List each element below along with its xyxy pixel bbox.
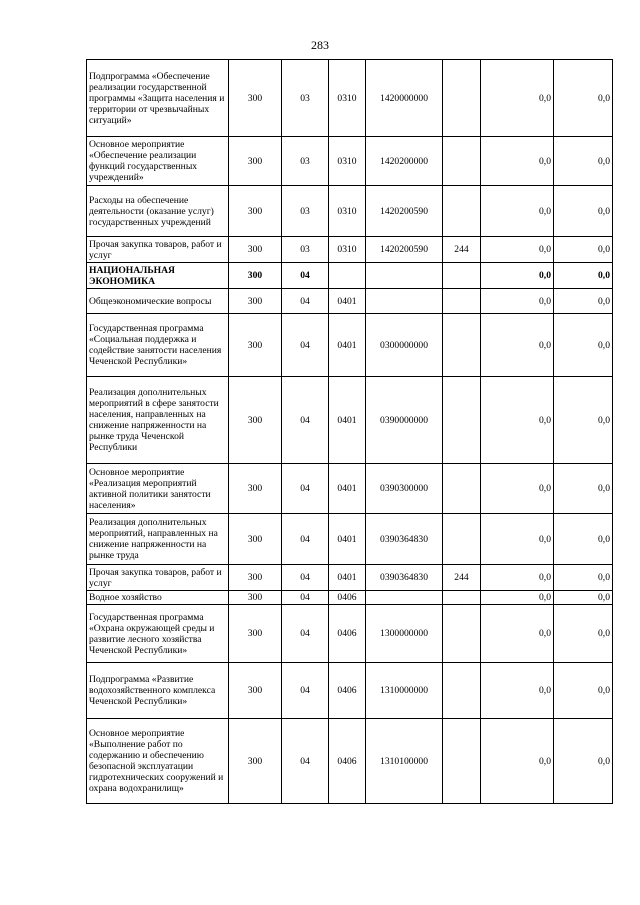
subsection-code: 0401 [329, 514, 366, 565]
ministry-code: 300 [229, 289, 282, 314]
section-code: 04 [282, 605, 329, 663]
subsection-code: 0401 [329, 464, 366, 514]
table-row [87, 663, 613, 719]
ministry-code: 300 [229, 565, 282, 591]
section-code: 04 [282, 514, 329, 565]
row-name: Водное хозяйство [87, 591, 229, 605]
ministry-code: 300 [229, 237, 282, 263]
budget-table-body [87, 60, 613, 804]
amount-1: 0,0 [481, 314, 554, 377]
amount-1: 0,0 [481, 663, 554, 719]
amount-2: 0,0 [554, 591, 613, 605]
subsection-code: 0310 [329, 60, 366, 137]
amount-1: 0,0 [481, 514, 554, 565]
row-name: Общеэкономические вопросы [87, 289, 229, 314]
subsection-code: 0401 [329, 289, 366, 314]
row-name: Государственная программа «Охрана окружающей среды и развитие лесного хозяйства Чеченской Республики» [87, 605, 229, 663]
section-code: 04 [282, 719, 329, 804]
row-name: Основное мероприятие «Обеспечение реализации функций государственных учреждений» [87, 137, 229, 186]
section-code: 04 [282, 565, 329, 591]
ministry-code: 300 [229, 719, 282, 804]
table-row [87, 314, 613, 377]
amount-1: 0,0 [481, 186, 554, 237]
table-row [87, 464, 613, 514]
target-code: 0390300000 [366, 464, 443, 514]
amount-2: 0,0 [554, 186, 613, 237]
target-code: 0390364830 [366, 514, 443, 565]
ministry-code: 300 [229, 137, 282, 186]
expense-type-code [443, 605, 481, 663]
ministry-code: 300 [229, 263, 282, 289]
expense-type-code [443, 186, 481, 237]
target-code: 1300000000 [366, 605, 443, 663]
ministry-code: 300 [229, 605, 282, 663]
section-code: 03 [282, 137, 329, 186]
section-code: 04 [282, 663, 329, 719]
amount-1: 0,0 [481, 591, 554, 605]
table-row [87, 514, 613, 565]
expense-type-code [443, 464, 481, 514]
amount-1: 0,0 [481, 565, 554, 591]
target-code: 1420000000 [366, 60, 443, 137]
ministry-code: 300 [229, 186, 282, 237]
target-code: 0300000000 [366, 314, 443, 377]
table-row [87, 289, 613, 314]
table-row [87, 137, 613, 186]
expense-type-code [443, 591, 481, 605]
table-row [87, 591, 613, 605]
expense-type-code [443, 663, 481, 719]
subsection-code: 0310 [329, 186, 366, 237]
amount-1: 0,0 [481, 605, 554, 663]
subsection-code: 0401 [329, 314, 366, 377]
ministry-code: 300 [229, 314, 282, 377]
expense-type-code: 244 [443, 237, 481, 263]
row-name: Прочая закупка товаров, работ и услуг [87, 565, 229, 591]
amount-2: 0,0 [554, 719, 613, 804]
target-code: 1420200590 [366, 237, 443, 263]
table-row [87, 605, 613, 663]
amount-1: 0,0 [481, 60, 554, 137]
amount-1: 0,0 [481, 377, 554, 464]
amount-2: 0,0 [554, 464, 613, 514]
amount-2: 0,0 [554, 514, 613, 565]
table-row [87, 377, 613, 464]
section-code: 04 [282, 377, 329, 464]
table-row [87, 565, 613, 591]
target-code: 1310100000 [366, 719, 443, 804]
amount-2: 0,0 [554, 289, 613, 314]
expense-type-code [443, 719, 481, 804]
amount-2: 0,0 [554, 263, 613, 289]
expense-type-code [443, 314, 481, 377]
table-row [87, 719, 613, 804]
page-number: 283 [311, 38, 329, 52]
target-code [366, 263, 443, 289]
section-code: 04 [282, 464, 329, 514]
target-code: 1420200000 [366, 137, 443, 186]
table-row [87, 186, 613, 237]
amount-2: 0,0 [554, 314, 613, 377]
row-name: Прочая закупка товаров, работ и услуг [87, 237, 229, 263]
row-name: Подпрограмма «Развитие водохозяйственного комплекса Чеченской Республики» [87, 663, 229, 719]
target-code: 1310000000 [366, 663, 443, 719]
ministry-code: 300 [229, 60, 282, 137]
section-code: 03 [282, 237, 329, 263]
subsection-code: 0406 [329, 605, 366, 663]
amount-2: 0,0 [554, 565, 613, 591]
subsection-code: 0310 [329, 237, 366, 263]
section-code: 04 [282, 314, 329, 377]
section-code: 04 [282, 289, 329, 314]
target-code [366, 289, 443, 314]
expense-type-code [443, 60, 481, 137]
amount-1: 0,0 [481, 719, 554, 804]
target-code: 0390000000 [366, 377, 443, 464]
ministry-code: 300 [229, 464, 282, 514]
expense-type-code: 244 [443, 565, 481, 591]
amount-2: 0,0 [554, 663, 613, 719]
ministry-code: 300 [229, 377, 282, 464]
subsection-code: 0401 [329, 565, 366, 591]
target-code [366, 591, 443, 605]
expense-type-code [443, 137, 481, 186]
expense-type-code [443, 514, 481, 565]
amount-2: 0,0 [554, 605, 613, 663]
row-name: Государственная программа «Социальная поддержка и содействие занятости населения Чеченской Республики» [87, 314, 229, 377]
amount-2: 0,0 [554, 377, 613, 464]
subsection-code: 0406 [329, 591, 366, 605]
expense-type-code [443, 263, 481, 289]
row-name: НАЦИОНАЛЬНАЯ ЭКОНОМИКА [87, 263, 229, 289]
section-code: 03 [282, 60, 329, 137]
table-row [87, 60, 613, 137]
row-name: Подпрограмма «Обеспечение реализации государственной программы «Защита населения и территории от чрезвычайных ситуаций» [87, 60, 229, 137]
section-code: 04 [282, 263, 329, 289]
subsection-code: 0310 [329, 137, 366, 186]
target-code: 1420200590 [366, 186, 443, 237]
section-code: 03 [282, 186, 329, 237]
ministry-code: 300 [229, 514, 282, 565]
budget-table [86, 59, 613, 804]
expense-type-code [443, 289, 481, 314]
ministry-code: 300 [229, 591, 282, 605]
subsection-code: 0401 [329, 377, 366, 464]
amount-1: 0,0 [481, 137, 554, 186]
subsection-code: 0406 [329, 719, 366, 804]
section-code: 04 [282, 591, 329, 605]
amount-2: 0,0 [554, 137, 613, 186]
amount-1: 0,0 [481, 237, 554, 263]
subsection-code [329, 263, 366, 289]
table-row [87, 237, 613, 263]
expense-type-code [443, 377, 481, 464]
row-name: Реализация дополнительных мероприятий, направленных на снижение напряженности на рынке труда [87, 514, 229, 565]
row-name: Основное мероприятие «Реализация мероприятий активной политики занятости населения» [87, 464, 229, 514]
subsection-code: 0406 [329, 663, 366, 719]
ministry-code: 300 [229, 663, 282, 719]
amount-1: 0,0 [481, 289, 554, 314]
row-name: Реализация дополнительных мероприятий в сфере занятости населения, направленных на снижение напряженности на рынке труда Чеченской Республики [87, 377, 229, 464]
amount-1: 0,0 [481, 263, 554, 289]
row-name: Основное мероприятие «Выполнение работ по содержанию и обеспечению безопасной эксплуатации гидротехнических сооружений и охрана водохранилищ» [87, 719, 229, 804]
amount-1: 0,0 [481, 464, 554, 514]
target-code: 0390364830 [366, 565, 443, 591]
amount-2: 0,0 [554, 60, 613, 137]
amount-2: 0,0 [554, 237, 613, 263]
table-row [87, 263, 613, 289]
row-name: Расходы на обеспечение деятельности (оказание услуг) государственных учреждений [87, 186, 229, 237]
